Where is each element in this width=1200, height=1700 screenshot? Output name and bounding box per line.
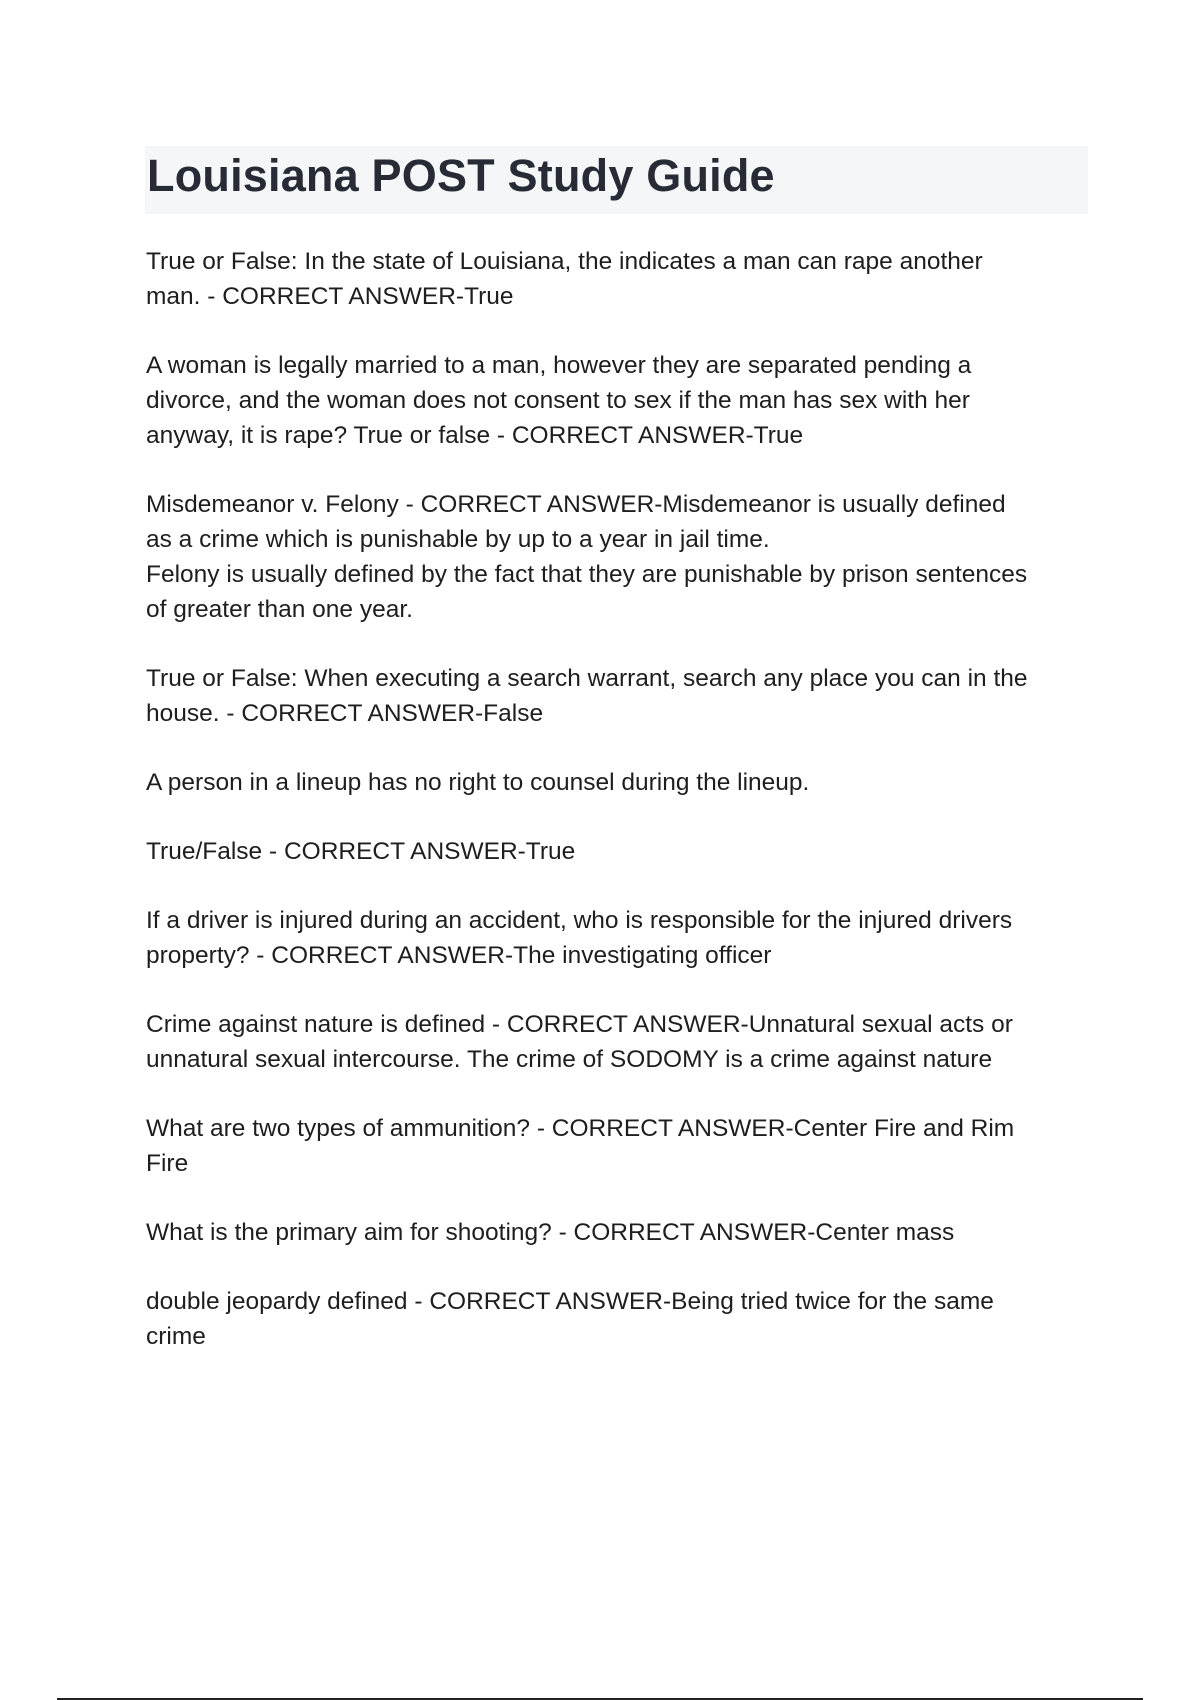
qa-list xyxy=(146,244,1096,1388)
qa-entry xyxy=(146,1007,1096,1077)
entry-line: Crime against nature is defined - CORRECT ANSWER-Unnatural sexual acts or xyxy=(146,1011,1013,1038)
entry-line: What are two types of ammunition? - CORRECT ANSWER-Center Fire and Rim xyxy=(146,1115,1015,1142)
entry-line: unnatural sexual intercourse. The crime of SODOMY is a crime against nature xyxy=(146,1046,993,1073)
qa-entry xyxy=(146,661,1096,731)
entry-line: Misdemeanor v. Felony - CORRECT ANSWER-Misdemeanor is usually defined xyxy=(146,491,1006,518)
entry-line: anyway, it is rape? True or false - CORRECT ANSWER-True xyxy=(146,422,804,449)
qa-entry xyxy=(146,1284,1096,1354)
qa-entry xyxy=(146,1111,1096,1181)
entry-line: divorce, and the woman does not consent to sex if the man has sex with her xyxy=(146,387,970,414)
entry-line: A person in a lineup has no right to counsel during the lineup. xyxy=(146,769,810,796)
qa-entry xyxy=(146,348,1096,453)
entry-line: man. - CORRECT ANSWER-True xyxy=(146,283,514,310)
entry-line: double jeopardy defined - CORRECT ANSWER-Being tried twice for the same xyxy=(146,1288,994,1315)
entry-line: property? - CORRECT ANSWER-The investigating officer xyxy=(146,942,772,969)
entry-line: of greater than one year. xyxy=(146,596,413,623)
entry-line: True or False: When executing a search warrant, search any place you can in the xyxy=(146,665,1028,692)
entry-line: house. - CORRECT ANSWER-False xyxy=(146,700,544,727)
qa-entry xyxy=(146,834,1096,869)
entry-line: A woman is legally married to a man, however they are separated pending a xyxy=(146,352,972,379)
entry-line: What is the primary aim for shooting? - CORRECT ANSWER-Center mass xyxy=(146,1219,955,1246)
entry-line: True/False - CORRECT ANSWER-True xyxy=(146,838,576,865)
entry-line: Felony is usually defined by the fact that they are punishable by prison sentences xyxy=(146,561,1028,588)
entry-line: True or False: In the state of Louisiana, the indicates a man can rape another xyxy=(146,248,983,275)
title-band xyxy=(145,146,1088,214)
qa-entry xyxy=(146,903,1096,973)
qa-entry xyxy=(146,765,1096,800)
qa-entry xyxy=(146,487,1096,627)
entry-line: If a driver is injured during an accident, who is responsible for the injured drivers xyxy=(146,907,1013,934)
entry-line: Fire xyxy=(146,1150,189,1177)
page-title: Louisiana POST Study Guide xyxy=(147,150,775,201)
entry-line: as a crime which is punishable by up to a year in jail time. xyxy=(146,526,770,553)
entry-line: crime xyxy=(146,1323,206,1350)
qa-entry xyxy=(146,244,1096,314)
qa-entry xyxy=(146,1215,1096,1250)
